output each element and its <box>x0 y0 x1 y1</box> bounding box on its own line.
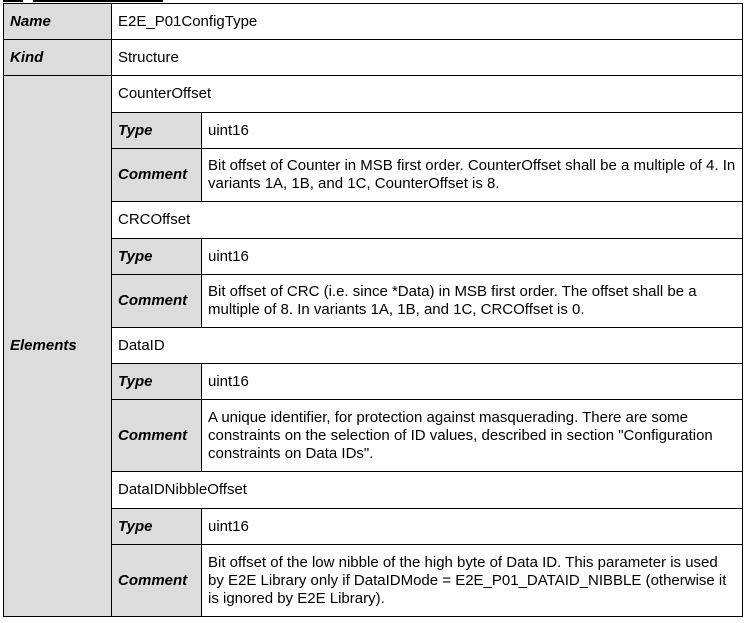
element-type-row <box>4 364 743 400</box>
comment-value: Bit offset of CRC (i.e. since *Data) in MSB first order. The offset shall be a multiple of 8. In variants 1A, 1B, and 1C, CRCOffset is 0. <box>202 275 743 328</box>
type-value: uint16 <box>202 113 743 149</box>
kind-row <box>4 40 743 76</box>
type-label: Type <box>112 239 202 275</box>
element-type-row <box>4 509 743 545</box>
type-label: Type <box>112 509 202 545</box>
spec-table <box>3 3 743 617</box>
element-comment-row <box>4 545 743 617</box>
type-value: uint16 <box>202 239 743 275</box>
comment-value: A unique identifier, for protection against masquerading. There are some constraints on the selection of ID values, described in section "Configuration constraints on Data IDs". <box>202 400 743 472</box>
element-name: CounterOffset <box>112 76 743 113</box>
element-name-row <box>4 472 743 509</box>
comment-label: Comment <box>112 545 202 617</box>
comment-label: Comment <box>112 149 202 202</box>
element-name: DataID <box>112 328 743 364</box>
element-comment-row <box>4 400 743 472</box>
element-type-row <box>4 113 743 149</box>
element-type-row <box>4 239 743 275</box>
name-row <box>4 4 743 40</box>
comment-label: Comment <box>112 400 202 472</box>
name-value: E2E_P01ConfigType <box>112 4 743 40</box>
kind-label: Kind <box>4 40 112 76</box>
element-name-row <box>4 328 743 364</box>
type-value: uint16 <box>202 509 743 545</box>
element-name: DataIDNibbleOffset <box>112 472 743 509</box>
element-name: CRCOffset <box>112 202 743 239</box>
element-comment-row <box>4 149 743 202</box>
name-label: Name <box>4 4 112 40</box>
elements-label: Elements <box>4 76 112 617</box>
top-rule-left <box>3 0 23 2</box>
top-rule-middle <box>33 0 163 2</box>
element-comment-row <box>4 275 743 328</box>
element-name-row <box>4 202 743 239</box>
type-label: Type <box>112 364 202 400</box>
comment-value: Bit offset of the low nibble of the high byte of Data ID. This parameter is used by E2E Library only if DataIDMode = E2E_P01_DATAID_NIBBLE (otherwise it is ignored by E2E Library). <box>202 545 743 617</box>
type-value: uint16 <box>202 364 743 400</box>
type-label: Type <box>112 113 202 149</box>
comment-label: Comment <box>112 275 202 328</box>
comment-value: Bit offset of Counter in MSB first order. CounterOffset shall be a multiple of 4. In variants 1A, 1B, and 1C, CounterOffset is 8. <box>202 149 743 202</box>
kind-value: Structure <box>112 40 743 76</box>
element-name-row <box>4 76 743 113</box>
